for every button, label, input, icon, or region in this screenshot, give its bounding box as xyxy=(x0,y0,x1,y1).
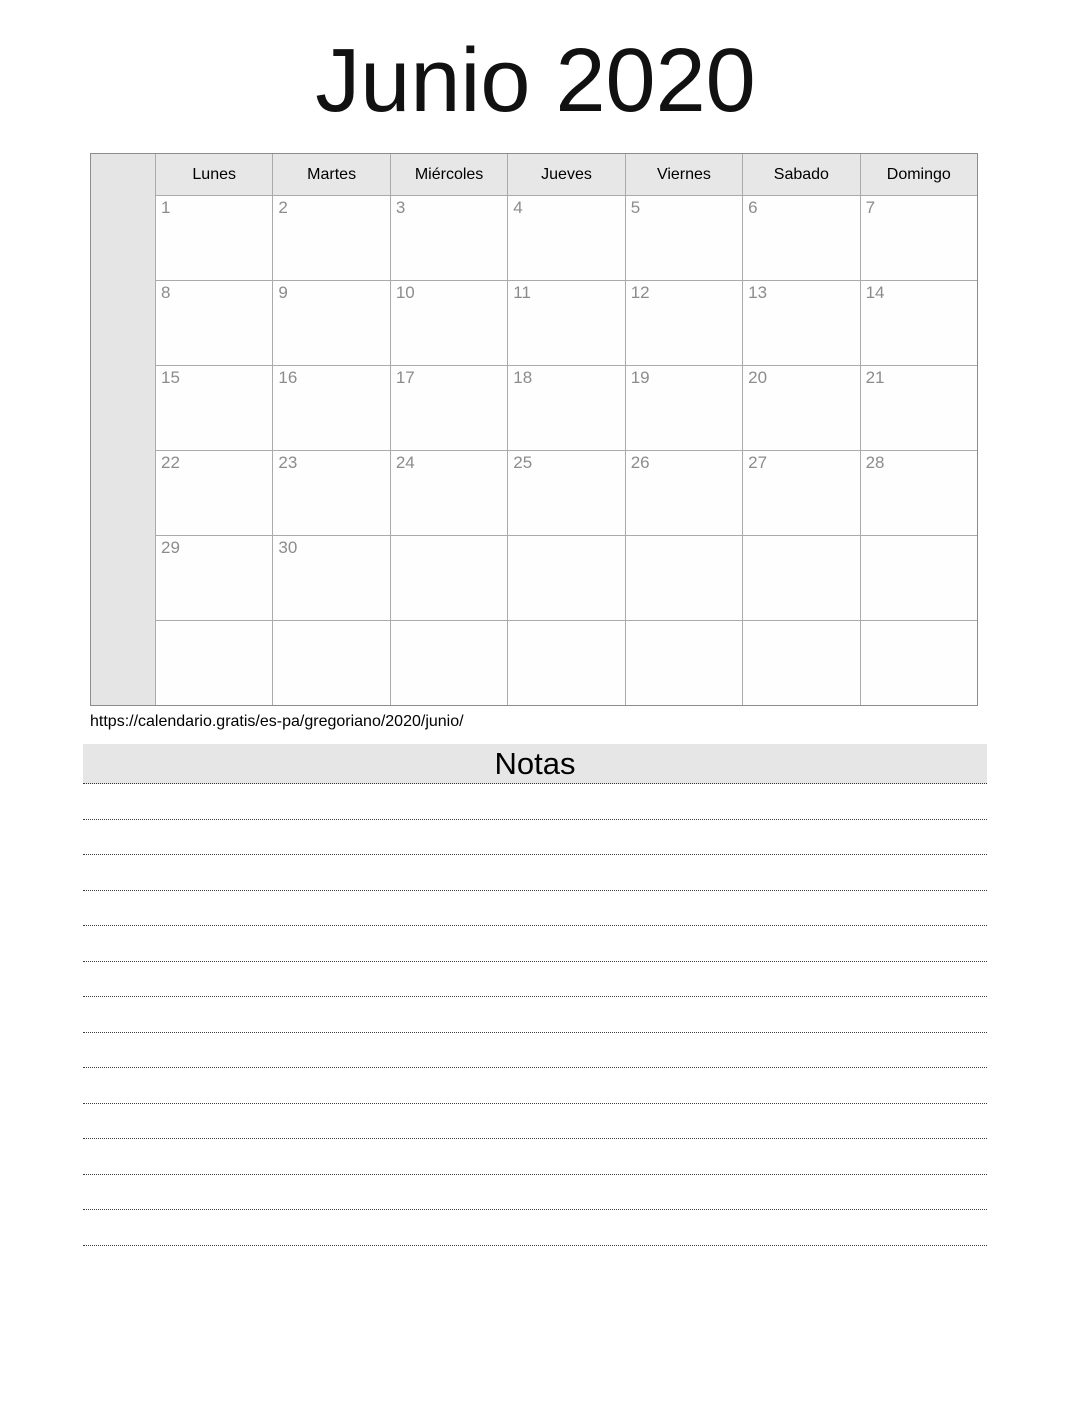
day-cell xyxy=(391,621,507,705)
day-cell xyxy=(743,621,859,705)
weekday-domingo: Domingo xyxy=(861,154,977,195)
notes-title: Notas xyxy=(494,745,576,781)
day-cell: 26 xyxy=(626,451,742,535)
day-cell: 10 xyxy=(391,281,507,365)
week-number-column xyxy=(91,154,155,705)
day-cell xyxy=(861,536,977,620)
day-cell: 22 xyxy=(156,451,272,535)
day-cell: 2 xyxy=(273,196,389,280)
day-cell: 27 xyxy=(743,451,859,535)
note-line xyxy=(83,1068,987,1104)
note-line xyxy=(83,926,987,962)
note-line xyxy=(83,1210,987,1246)
day-cell: 28 xyxy=(861,451,977,535)
day-cell xyxy=(861,621,977,705)
day-cell: 21 xyxy=(861,366,977,450)
day-cell: 18 xyxy=(508,366,624,450)
day-cell: 19 xyxy=(626,366,742,450)
day-cell: 12 xyxy=(626,281,742,365)
day-cell: 6 xyxy=(743,196,859,280)
notes-lines-area xyxy=(83,784,987,1246)
note-line xyxy=(83,784,987,820)
notes-header xyxy=(83,744,987,784)
day-cell: 16 xyxy=(273,366,389,450)
day-cell xyxy=(391,536,507,620)
note-line xyxy=(83,855,987,891)
day-cell: 24 xyxy=(391,451,507,535)
day-cell xyxy=(156,621,272,705)
weekday-martes: Martes xyxy=(273,154,389,195)
day-cell: 9 xyxy=(273,281,389,365)
day-cell xyxy=(508,536,624,620)
day-cell: 23 xyxy=(273,451,389,535)
weekday-jueves: Jueves xyxy=(508,154,624,195)
day-cell xyxy=(743,536,859,620)
day-cell: 3 xyxy=(391,196,507,280)
calendar-table xyxy=(90,153,978,706)
day-cell xyxy=(508,621,624,705)
day-cell xyxy=(626,621,742,705)
day-cell xyxy=(273,621,389,705)
day-cell: 5 xyxy=(626,196,742,280)
note-line xyxy=(83,1104,987,1140)
note-line xyxy=(83,1033,987,1069)
note-line xyxy=(83,1175,987,1211)
day-cell: 1 xyxy=(156,196,272,280)
note-line xyxy=(83,1139,987,1175)
day-cell: 11 xyxy=(508,281,624,365)
page-title: Junio 2020 xyxy=(315,31,756,131)
weekday-lunes: Lunes xyxy=(156,154,272,195)
day-cell: 20 xyxy=(743,366,859,450)
day-cell: 15 xyxy=(156,366,272,450)
day-cell: 4 xyxy=(508,196,624,280)
note-line xyxy=(83,820,987,856)
note-line xyxy=(83,962,987,998)
weekday-miercoles: Miércoles xyxy=(391,154,507,195)
day-cell: 7 xyxy=(861,196,977,280)
day-cell: 25 xyxy=(508,451,624,535)
weekday-sabado: Sabado xyxy=(743,154,859,195)
note-line xyxy=(83,891,987,927)
day-cell: 30 xyxy=(273,536,389,620)
day-cell: 13 xyxy=(743,281,859,365)
day-cell: 14 xyxy=(861,281,977,365)
day-cell: 17 xyxy=(391,366,507,450)
weekday-viernes: Viernes xyxy=(626,154,742,195)
note-line xyxy=(83,997,987,1033)
source-url: https://calendario.gratis/es-pa/gregoriano/2020/junio/ xyxy=(90,713,464,730)
day-cell: 8 xyxy=(156,281,272,365)
day-cell: 29 xyxy=(156,536,272,620)
day-cell xyxy=(626,536,742,620)
